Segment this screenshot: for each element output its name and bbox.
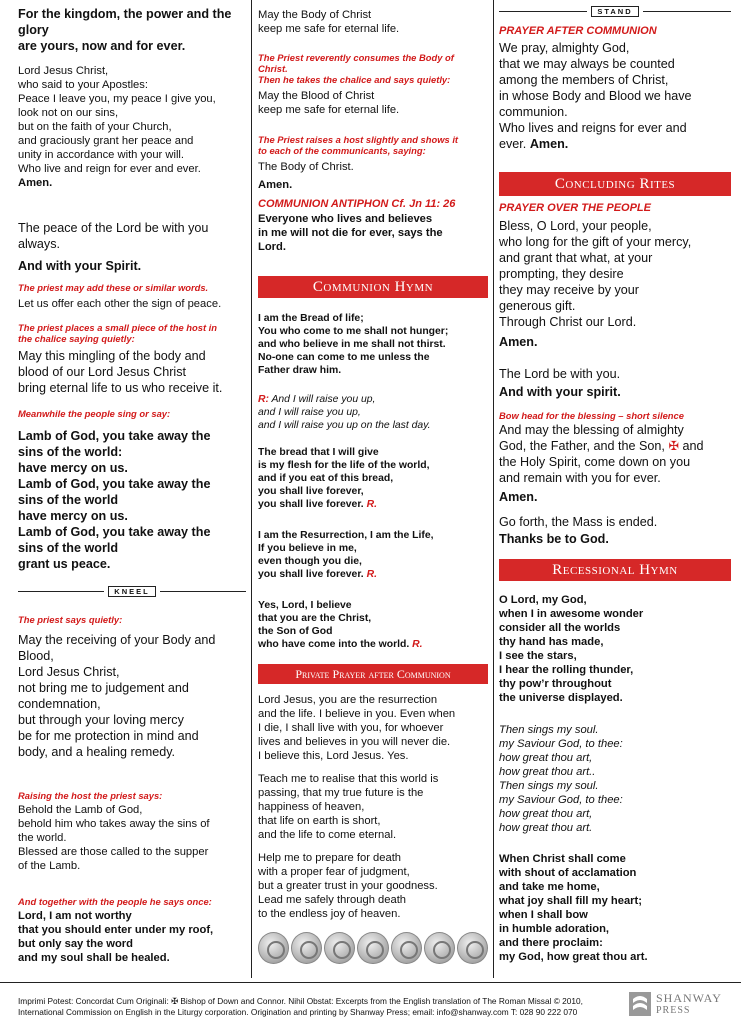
blessing-amen: Amen. [499,490,538,504]
coin-image [357,932,388,964]
coin-image [258,932,289,964]
verse-3-text: I am the Resurrection, I am the Life, If you believe in me, even though you die, you shall live forever. [258,530,434,580]
cross-icon: ✠ [668,439,679,453]
rubric-consumes: The Priest reverently consumes the Body of Christ. Then he takes the chalice and says quietly: [258,52,454,85]
mingling-prayer: May this mingling of the body and blood of our Lord Jesus Christ bring eternal life to us who receive it. [18,349,223,395]
pop-title: PRAYER OVER THE PEOPLE [499,202,651,214]
hymn-verse-2 [258,446,488,511]
blessing-part-b: and the Holy Spirit, come down on you and remain with you for ever. [499,439,704,485]
stand-divider [499,6,731,17]
rubric-raising: Raising the host the priest says: [18,790,163,801]
peace-prayer: Lord Jesus Christ, who said to your Apostles: Peace I leave you, my peace I give you, look not on our sins, but on the faith of your Church, and graciously grant her peace and unity in accordance with your will. Who live and reign for ever and ever. [18,65,216,175]
sign-of-peace: Let us offer each other the sign of peace. [18,298,222,310]
recessional-verse-1: O Lord, my God, when I in awesome wonder consider all the worlds thy hand has made, I see the stars, I hear the rolling thunder, thy pow’r throughout the universe displayed. [499,594,644,704]
hymn-refrain [258,393,488,432]
coin-image [291,932,322,964]
rubric-sign: The priest may add these or similar words. [18,282,209,293]
kneel-divider [18,586,246,597]
receiving-prayer: May the receiving of your Body and Blood, Lord Jesus Christ, not bring me to judgement and condemnation, but through your loving mercy be for me protection in mind and body, and a healing remedy. [18,633,216,759]
refrain-line-1: And I will raise you up, [268,394,376,405]
logo-press: PRESS [656,1005,691,1016]
prayer-after-communion [499,40,731,152]
coin-image [424,932,455,964]
lamb-of-god: Lamb of God, you take away the sins of the world: have mercy on us. Lamb of God, you take away the sins of the world have mercy on us. Lamb of God, you take away the sins of the world grant us peace. [18,429,211,571]
response-marker-2: R. [366,499,377,510]
kneel-label: KNEEL [108,586,155,597]
verse-4-text: Yes, Lord, I believe that you are the Christ, the Son of God who have come into the world. [258,600,410,650]
banner-recessional-hymn: Recessional Hymn [499,559,731,581]
banner-private-prayer: Private Prayer after Communion [258,664,488,684]
pop-amen: Amen. [499,335,538,349]
blessing-part-a: And may the blessing of almighty God, the Father, and the Son, [499,423,684,453]
behold-lamb: Behold the Lamb of God, behold him who takes away the sins of the world. Blessed are those called to the supper of the Lamb. [18,804,210,872]
banner-concluding-rites: Concluding Rites [499,172,731,196]
private-prayer-1: Lord Jesus, you are the resurrection and the life. I believe in you. Even when I die, I shall live with you, for whoever lives and believes in you will never die. I believe this, Lord Jesus. Yes. [258,694,456,762]
rubric-bow: Bow head for the blessing – short silence [499,410,684,421]
response-marker-3: R. [366,569,377,580]
prayer-over-people: Bless, O Lord, your people, who long for the gift of your mercy, and grant that what, at your prompting, they desire they may receive by your generous gift. Through Christ our Lord. [499,219,692,329]
lord-be-with-you: The Lord be with you. [499,367,621,381]
logo-mark-icon [628,991,652,1017]
blessing [499,422,731,486]
doxology: For the kingdom, the power and the glory are yours, now and for ever. [18,7,232,53]
the-body-of-christ: The Body of Christ. [258,161,354,173]
column-divider-left [251,0,252,978]
footer [0,982,741,1025]
private-prayer-3: Help me to prepare for death with a proper fear of judgment, but a greater trust in your goodness. Lead me safely through death to the endless joy of heaven. [258,852,438,920]
pac-text: We pray, almighty God, that we may always be counted among the members of Christ, in whose Body and Blood we have communion. Who lives and reigns for ever and ever. [499,41,692,151]
recessional-refrain: Then sings my soul. my Saviour God, to thee: how great thou art, how great thou art.. Then sings my soul. my Saviour God, to thee: how great thou art, how great thou art. [499,724,623,834]
hymn-verse-3 [258,529,488,581]
coin-image [324,932,355,964]
refrain-rest: and I will raise you up, and I will raise you up on the last day. [258,407,431,431]
shanway-logo [628,989,728,1019]
antiphon-title: COMMUNION ANTIPHON Cf. Jn 11: 26 [258,198,456,210]
coin-image [457,932,488,964]
peace-amen: Amen. [18,177,53,189]
rubric-meanwhile: Meanwhile the people sing or say: [18,408,171,419]
rubric-together: And together with the people he says once: [18,896,212,907]
verse-2-text: The bread that I will give is my flesh for the life of the world, and if you eat of this bread, you shall live forever, you shall live forever. [258,447,430,510]
logo-name: SHANWAY [656,991,722,1005]
and-with-your-spirit: And with your spirit. [499,385,621,399]
rubric-quietly: The priest says quietly: [18,614,123,625]
body-of-christ-prayer: May the Body of Christ keep me safe for eternal life. [258,9,400,35]
thanks-be-to-god: Thanks be to God. [499,532,609,546]
pac-amen: Amen. [529,137,569,151]
hymn-verse-1: I am the Bread of life; You who come to me shall not hunger; and who believe in me shall not thirst. No-one can come to me unless the Father draw him. [258,313,449,376]
pac-title: PRAYER AFTER COMMUNION [499,25,657,37]
rubric-host: The priest places a small piece of the host in the chalice saying quietly: [18,322,218,344]
peace-people: And with your Spirit. [18,259,142,273]
footer-text: Imprimi Potest: Concordat Cum Originali: ✠ Bishop of Down and Connor. Nihil Obstat: Excerpts from the English translation of The Roman Missal © 2010, International Commission on English in the Liturgy corporation. Origination and printing by Shanway Press; email: info@shanway.com T: 028 90 222 070 [18,996,583,1017]
dismissal: Go forth, the Mass is ended. [499,515,658,529]
refrain-marker: R: [258,394,269,405]
hymn-verse-4 [258,599,488,651]
private-prayer-2: Teach me to realise that this world is passing, that my true future is the happiness of heaven, that life on earth is short, and the life to come eternal. [258,773,439,841]
not-worthy: Lord, I am not worthy that you should enter under my roof, but only say the word and my soul shall be healed. [18,910,214,964]
communion-amen: Amen. [258,179,293,191]
coin-decoration [258,932,488,964]
banner-communion-hymn: Communion Hymn [258,276,488,298]
stand-label: STAND [591,6,638,17]
response-marker-4: R. [412,639,423,650]
coin-image [391,932,422,964]
rubric-raises: The Priest raises a host slightly and shows it to each of the communicants, saying: [258,134,459,156]
antiphon-text: Everyone who lives and believes in me will not die for ever, says the Lord. [258,213,443,253]
peace-priest: The peace of the Lord be with you always. [18,221,209,251]
recessional-verse-2: When Christ shall come with shout of acclamation and take me home, what joy shall fill my heart; when I shall bow in humble adoration, and there proclaim: my God, how great thou art. [499,853,648,963]
column-divider-right [493,0,494,978]
blood-of-christ-prayer: May the Blood of Christ keep me safe for eternal life. [258,90,400,116]
